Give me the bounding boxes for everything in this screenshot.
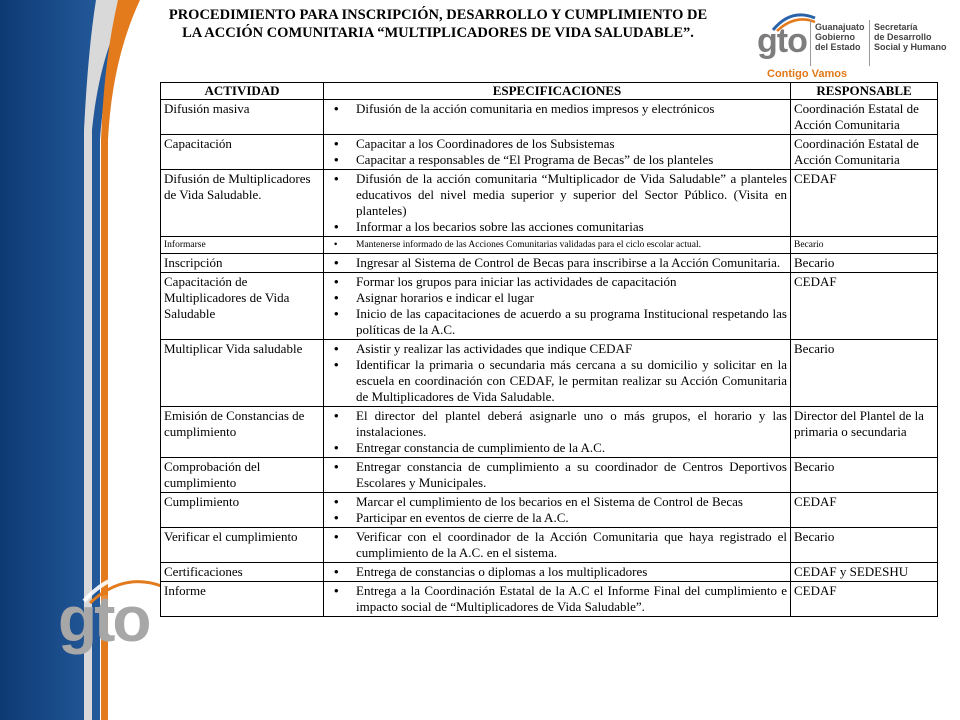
cell-specifications: [324, 407, 791, 458]
spec-list: [327, 408, 787, 456]
table-header-row: [161, 83, 938, 100]
cell-specifications: [324, 493, 791, 528]
cell-activity: Comprobación del cumplimiento: [161, 458, 324, 493]
logo-divider: [810, 20, 811, 66]
spec-list: [327, 583, 787, 615]
table-row: [161, 528, 938, 563]
cell-activity: Informarse: [161, 237, 324, 254]
spec-list: [327, 101, 787, 117]
cell-responsible: Coordinación Estatal de Acción Comunitaria: [791, 135, 938, 170]
cell-responsible: CEDAF: [791, 170, 938, 237]
header-responsible: RESPONSABLE: [791, 83, 938, 100]
spec-item: • El director del plantel deberá asignarle uno o más grupos, el horario y las instalaciones.: [356, 408, 787, 440]
cell-specifications: [324, 135, 791, 170]
cell-activity: Verificar el cumplimiento: [161, 528, 324, 563]
spec-item: • Entrega a la Coordinación Estatal de la A.C el Informe Final del cumplimiento e impacto social de “Multiplicadores de Vida Saludable”.: [356, 583, 787, 615]
spec-item: • Mantenerse informado de las Acciones Comunitarias validadas para el ciclo escolar actual.: [356, 238, 787, 252]
title-line-1: PROCEDIMIENTO PARA INSCRIPCIÓN, DESARROLLO Y CUMPLIMIENTO DE: [168, 7, 708, 23]
spec-item: • Difusión de la acción comunitaria “Multiplicador de Vida Saludable” a planteles educativos del nivel media superior y superior del Sector Público. (Visita en planteles): [356, 171, 787, 219]
spec-item: • Entrega de constancias o diplomas a los multiplicadores: [356, 564, 787, 580]
cell-responsible: Director del Plantel de la primaria o secundaria: [791, 407, 938, 458]
procedure-table: [160, 82, 938, 617]
logo-divider: [869, 20, 870, 66]
spec-item: • Marcar el cumplimiento de los becarios en el Sistema de Control de Becas: [356, 494, 787, 510]
spec-list: [327, 274, 787, 338]
table-row: [161, 458, 938, 493]
spec-list: [327, 238, 787, 252]
cell-activity: Difusión masiva: [161, 100, 324, 135]
logo-gto-text: gto: [757, 22, 807, 60]
cell-responsible: CEDAF y SEDESHU: [791, 563, 938, 582]
logo-sec-line: de Desarrollo: [874, 32, 932, 42]
spec-item: • Informar a los becarios sobre las acciones comunitarias: [356, 219, 787, 235]
spec-item: • Entregar constancia de cumplimiento a su coordinador de Centros Deportivos Escolares y Municipales.: [356, 459, 787, 491]
cell-activity: Informe: [161, 582, 324, 617]
cell-specifications: [324, 528, 791, 563]
cell-activity: Difusión de Multiplicadores de Vida Saludable.: [161, 170, 324, 237]
cell-responsible: Becario: [791, 254, 938, 273]
logo-secretariat-text: [874, 22, 947, 52]
cell-specifications: [324, 170, 791, 237]
cell-responsible: Becario: [791, 458, 938, 493]
cell-responsible: CEDAF: [791, 273, 938, 340]
title-line-2: LA ACCIÓN COMUNITARIA “MULTIPLICADORES DE VIDA SALUDABLE”.: [182, 25, 694, 41]
header-specifications: ESPECIFICACIONES: [324, 83, 791, 100]
spec-item: • Entregar constancia de cumplimiento de la A.C.: [356, 440, 787, 456]
cell-specifications: [324, 582, 791, 617]
spec-item: • Participar en eventos de cierre de la A.C.: [356, 510, 787, 526]
spec-item: • Asignar horarios e indicar el lugar: [356, 290, 787, 306]
logo-sec-line: Social y Humano: [874, 42, 947, 52]
cell-activity: Multiplicar Vida saludable: [161, 340, 324, 407]
spec-list: [327, 171, 787, 235]
cell-activity: Capacitación de Multiplicadores de Vida Saludable: [161, 273, 324, 340]
spec-list: [327, 564, 787, 580]
spec-item: • Verificar con el coordinador de la Acción Comunitaria que haya registrado el cumplimiento de la A.C. en el sistema.: [356, 529, 787, 561]
header-activity: ACTIVIDAD: [161, 83, 324, 100]
cell-responsible: Becario: [791, 237, 938, 254]
spec-item: • Inicio de las capacitaciones de acuerdo a su programa Institucional respetando las políticas de la A.C.: [356, 306, 787, 338]
cell-activity: Cumplimiento: [161, 493, 324, 528]
sidebar-gto-text: gto: [58, 583, 149, 655]
spec-item: • Capacitar a responsables de “El Programa de Becas” de los planteles: [356, 152, 787, 168]
cell-specifications: [324, 254, 791, 273]
logo-gov-line: Guanajuato: [815, 22, 865, 32]
cell-specifications: [324, 458, 791, 493]
table-row: [161, 254, 938, 273]
cell-responsible: CEDAF: [791, 582, 938, 617]
table-row: [161, 340, 938, 407]
spec-list: [327, 136, 787, 168]
spec-item: • Asistir y realizar las actividades que indique CEDAF: [356, 341, 787, 357]
page-title: [128, 6, 748, 42]
cell-specifications: [324, 563, 791, 582]
table-row: [161, 407, 938, 458]
table-row: [161, 493, 938, 528]
cell-specifications: [324, 273, 791, 340]
spec-list: [327, 255, 787, 271]
cell-activity: Capacitación: [161, 135, 324, 170]
table-row: [161, 563, 938, 582]
table-row: [161, 135, 938, 170]
spec-item: • Identificar la primaria o secundaria más cercana a su domicilio y solicitar en la escuela en coordinación con CEDAF, le permitan realizar su Acción Comunitaria de Multiplicadores de Vida Saludable.: [356, 357, 787, 405]
logo-slogan: Contigo Vamos: [767, 68, 848, 80]
cell-specifications: [324, 237, 791, 254]
logo-gov-line: Gobierno: [815, 32, 855, 42]
table-row: [161, 100, 938, 135]
cell-responsible: CEDAF: [791, 493, 938, 528]
government-logo: [757, 8, 957, 84]
table-row: [161, 582, 938, 617]
spec-item: • Ingresar al Sistema de Control de Becas para inscribirse a la Acción Comunitaria.: [356, 255, 787, 271]
table-row: [161, 273, 938, 340]
cell-specifications: [324, 340, 791, 407]
logo-government-text: [815, 22, 865, 52]
spec-item: • Difusión de la acción comunitaria en medios impresos y electrónicos: [356, 101, 787, 117]
logo-gov-line: del Estado: [815, 42, 861, 52]
spec-item: • Capacitar a los Coordinadores de los Subsistemas: [356, 136, 787, 152]
cell-activity: Inscripción: [161, 254, 324, 273]
cell-responsible: Coordinación Estatal de Acción Comunitaria: [791, 100, 938, 135]
table-row: [161, 237, 938, 254]
spec-list: [327, 494, 787, 526]
cell-activity: Certificaciones: [161, 563, 324, 582]
table-row: [161, 170, 938, 237]
cell-responsible: Becario: [791, 340, 938, 407]
spec-list: [327, 341, 787, 405]
spec-list: [327, 529, 787, 561]
cell-specifications: [324, 100, 791, 135]
cell-responsible: Becario: [791, 528, 938, 563]
spec-list: [327, 459, 787, 491]
logo-sec-line: Secretaría: [874, 22, 918, 32]
cell-activity: Emisión de Constancias de cumplimiento: [161, 407, 324, 458]
spec-item: • Formar los grupos para iniciar las actividades de capacitación: [356, 274, 787, 290]
